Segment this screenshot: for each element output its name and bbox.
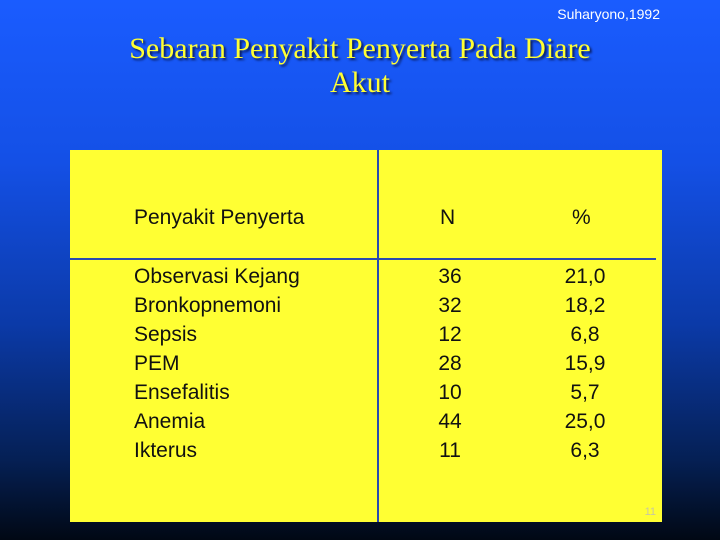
- slide-title-line-2: Akut: [330, 66, 390, 99]
- column-divider: [377, 150, 379, 522]
- row-name: Ikterus: [134, 439, 198, 462]
- column-percent-values: [556, 262, 614, 465]
- source-citation: Suharyono,1992: [557, 6, 660, 22]
- row-percent: 6,3: [570, 439, 600, 462]
- row-percent: 15,9: [564, 352, 606, 375]
- column-n-values: [426, 262, 474, 465]
- data-table: [70, 150, 662, 522]
- header-divider: [70, 258, 656, 260]
- header-penyakit-penyerta: Penyakit Penyerta: [134, 206, 305, 229]
- row-n: 44: [438, 410, 462, 433]
- header-n: N: [440, 206, 456, 229]
- row-n: 10: [438, 381, 462, 404]
- row-percent: 18,2: [564, 294, 606, 317]
- row-percent: 5,7: [570, 381, 600, 404]
- row-name: Bronkopnemoni: [134, 294, 282, 317]
- row-n: 36: [438, 265, 462, 288]
- row-name: PEM: [134, 352, 180, 375]
- row-percent: 25,0: [564, 410, 606, 433]
- row-name: Observasi Kejang: [134, 265, 300, 288]
- row-percent: 21,0: [564, 265, 606, 288]
- row-n: 32: [438, 294, 462, 317]
- row-name: Ensefalitis: [134, 381, 230, 404]
- page-number: 11: [644, 506, 656, 518]
- row-name: Anemia: [134, 410, 206, 433]
- column-names: [134, 262, 300, 465]
- row-percent: 6,8: [570, 323, 600, 346]
- header-percent: %: [572, 206, 591, 229]
- slide-title-line-1: Sebaran Penyakit Penyerta Pada Diare: [129, 32, 591, 65]
- slide-title: [60, 32, 660, 100]
- row-name: Sepsis: [134, 323, 198, 346]
- row-n: 28: [438, 352, 462, 375]
- row-n: 11: [439, 439, 461, 462]
- row-n: 12: [438, 323, 462, 346]
